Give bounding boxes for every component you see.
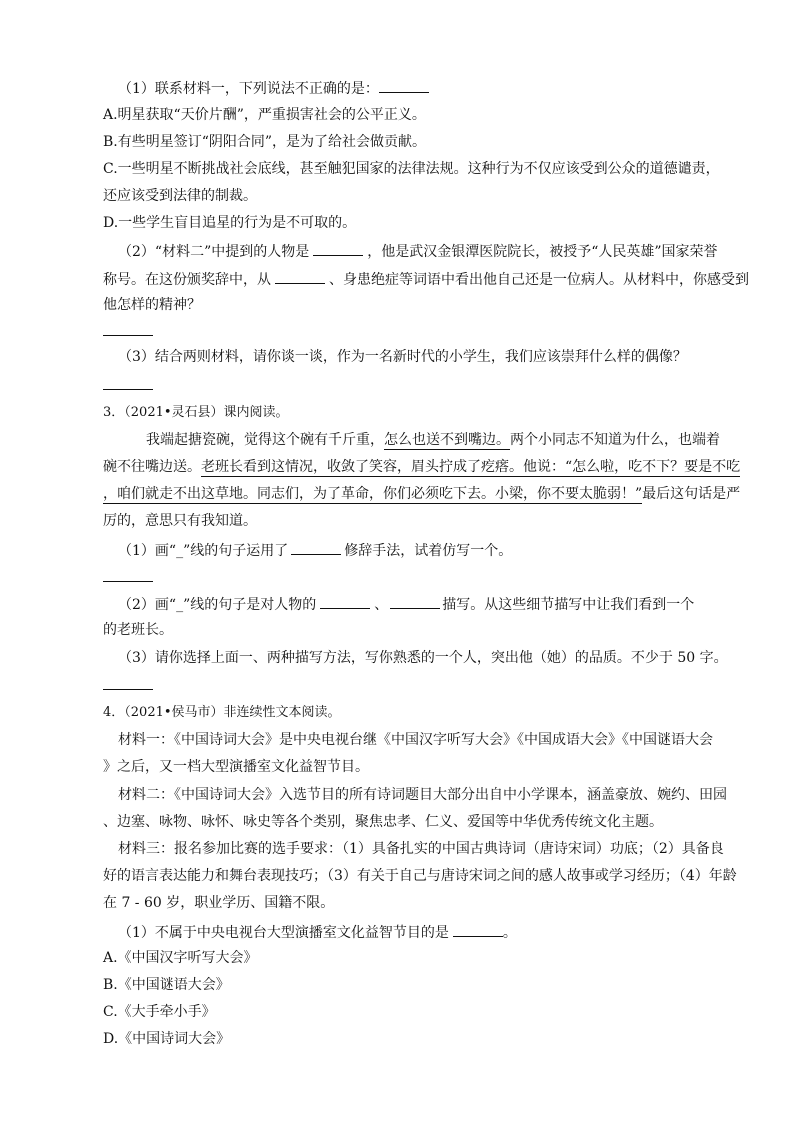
answer-line[interactable] bbox=[103, 335, 153, 336]
underlined-sentence: 怎么也送不到嘴边。 bbox=[384, 432, 510, 448]
q4-option-a: A.《中国汉字听写大会》 bbox=[103, 950, 258, 966]
text: ”线的句子是对人物的 bbox=[183, 597, 317, 613]
text: （2）“材料二”中提到的人物是 bbox=[118, 244, 310, 260]
q4-material2-line2: 、边塞、咏物、咏怀、咏史等各个类别，聚焦忠孝、仁义、爱国等中华优秀传统文化主题。 bbox=[103, 814, 663, 830]
underlined-sentence: 老班长看到这情况，收敛了笑容，眉头拧成了疙瘩。他说：“怎么啦，吃不下？要是不吃 bbox=[201, 459, 741, 475]
q3-sub2-line2: 的老班长。 bbox=[103, 622, 173, 638]
answer-blank[interactable] bbox=[291, 540, 341, 555]
q4-material1-line2: 》之后，又一档大型演播室文化益智节目。 bbox=[103, 759, 369, 775]
option-b: B.有些明星签订“阴阳合同”，是为了给社会做贡献。 bbox=[103, 134, 427, 150]
q3-passage-line1 bbox=[146, 431, 720, 449]
q3-passage-line2 bbox=[103, 458, 740, 476]
q4-material2-line1: 材料二：《中国诗词大会》入选节目的所有诗词题目大部分出自中小学课本，涵盖豪放、婉约、田园 bbox=[118, 787, 727, 803]
option-c: C.一些明星不断挑战社会底线，甚至触犯国家的法律法规。这种行为不仅应该受到公众的道德谴责， bbox=[103, 161, 720, 177]
q4-option-c: C.《大手牵小手》 bbox=[103, 1004, 216, 1020]
text: （1）画“ bbox=[118, 543, 177, 559]
q3-sub1 bbox=[118, 540, 512, 560]
q3-passage-line3 bbox=[103, 485, 740, 503]
q3-sub2-line1 bbox=[118, 594, 694, 614]
q4-material3-line1: 材料三：报名参加比赛的选手要求：（1）具备扎实的中国古典诗词（唐诗宋词）功底；（2）具备良 bbox=[118, 841, 724, 857]
text: 最后这句话是严 bbox=[642, 486, 741, 502]
option-d: D.一些学生盲目追星的行为是不可取的。 bbox=[103, 215, 357, 231]
answer-blank[interactable] bbox=[379, 78, 429, 93]
answer-line[interactable] bbox=[103, 689, 153, 690]
text: （2）画“ bbox=[118, 597, 177, 613]
q-prev-sub2-line3: 他怎样的精神？ bbox=[103, 297, 201, 313]
q4-material3-line2: 好的语言表达能力和舞台表现技巧；（3）有关于自己与唐诗宋词之间的感人故事或学习经历；（4）年龄 bbox=[103, 868, 737, 884]
text: 。 bbox=[502, 925, 517, 941]
q-prev-sub1-stem bbox=[118, 78, 429, 98]
q4-option-d: D.《中国诗词大会》 bbox=[103, 1031, 231, 1047]
answer-line[interactable] bbox=[103, 581, 153, 582]
q3-sub3: （3）请你选择上面一、两种描写方法，写你熟悉的一个人，突出他（她）的品质。不少于 50 字。 bbox=[118, 650, 728, 666]
q-prev-sub2-line2 bbox=[103, 269, 749, 289]
q4-material1-line1: 材料一：《中国诗词大会》是中央电视台继《中国汉字听写大会》《中国成语大会》《中国谜语大会 bbox=[118, 732, 713, 748]
underlined-sentence: ，咱们就走不出这草地。同志们，为了革命，你们必须吃下去。小梁，你不要太脆弱！” bbox=[103, 486, 643, 502]
text: （1）不属于中央电视台大型演播室文化益智节目的是 bbox=[118, 925, 449, 941]
answer-blank[interactable] bbox=[320, 594, 370, 609]
answer-blank[interactable] bbox=[453, 922, 503, 937]
option-a: A.明星获取“天价片酬”，严重损害社会的公平正义。 bbox=[103, 107, 426, 123]
text: 修辞手法，试着仿写一个。 bbox=[344, 543, 513, 559]
q4-header: 4．（2021•侯马市）非连续性文本阅读。 bbox=[103, 705, 341, 720]
answer-blank[interactable] bbox=[313, 241, 363, 256]
answer-blank[interactable] bbox=[390, 594, 440, 609]
text: ”线的句子运用了 bbox=[183, 543, 289, 559]
q-prev-sub2-line1 bbox=[118, 241, 718, 261]
q4-sub1 bbox=[118, 922, 517, 942]
text: 碗不往嘴边送。 bbox=[103, 459, 201, 475]
answer-line[interactable] bbox=[103, 389, 153, 390]
text: 描写。从这些细节描写中让我们看到一个 bbox=[442, 597, 695, 613]
text: 、 bbox=[374, 597, 389, 613]
text: 两个小同志不知道为什么，也端着 bbox=[510, 432, 720, 448]
text: 我端起搪瓷碗，觉得这个碗有千斤重， bbox=[146, 432, 384, 448]
underline-mark: _ bbox=[176, 543, 184, 559]
q3-header: 3．（2021•灵石县）课内阅读。 bbox=[103, 405, 289, 420]
stem-text: （1）联系材料一，下列说法不正确的是： bbox=[118, 81, 379, 97]
q4-material3-line3: 在 7 - 60 岁，职业学历、国籍不限。 bbox=[103, 895, 335, 911]
text: 称号。在这份颁奖辞中，从 bbox=[103, 272, 271, 288]
q3-passage-line4: 厉的，意思只有我知道。 bbox=[103, 513, 257, 529]
underline-mark: _ bbox=[176, 597, 184, 613]
answer-blank[interactable] bbox=[275, 269, 325, 284]
q4-option-b: B.《中国谜语大会》 bbox=[103, 977, 230, 993]
q-prev-sub3: （3）结合两则材料，请你谈一谈，作为一名新时代的小学生，我们应该崇拜什么样的偶像？ bbox=[118, 349, 687, 365]
text: ，他是武汉金银潭医院院长，被授予“人民英雄”国家荣誉 bbox=[367, 244, 718, 260]
text: 、身患绝症等词语中看出他自己还是一位病人。从材料中，你感受到 bbox=[329, 272, 749, 288]
option-c-cont: 还应该受到法律的制裁。 bbox=[103, 188, 257, 204]
